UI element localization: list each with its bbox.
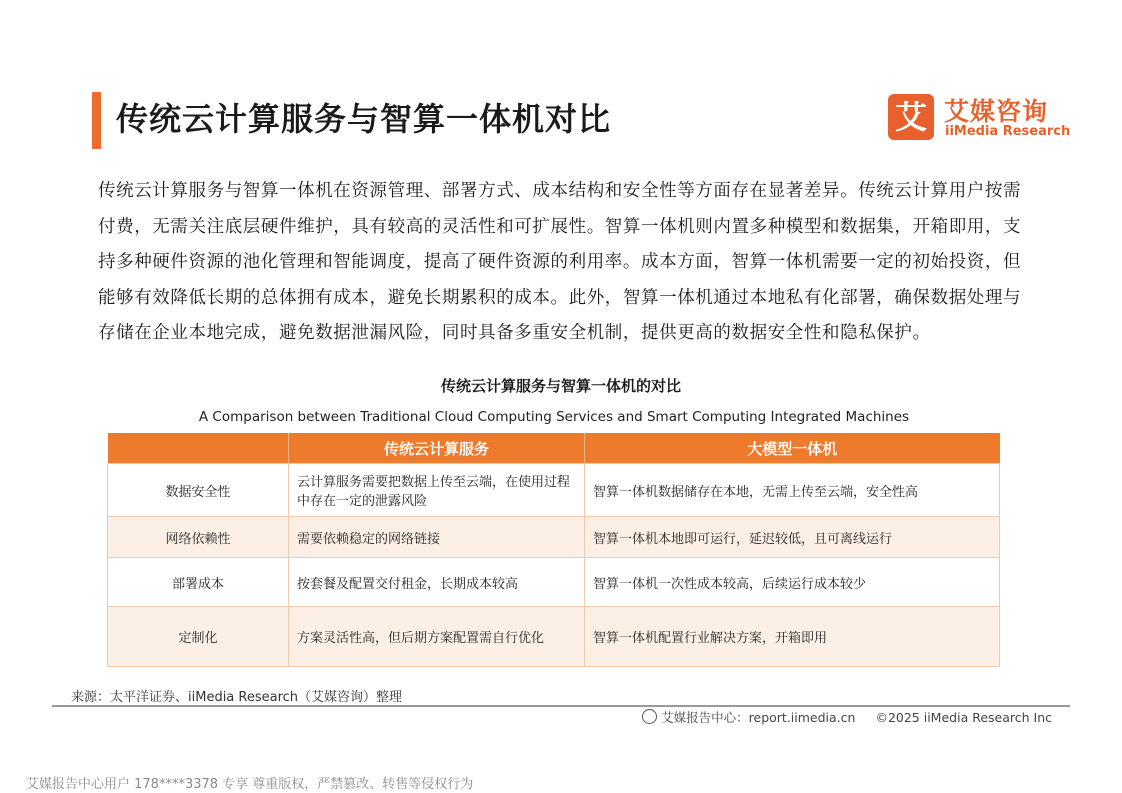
logo-name-cn: 艾媒咨询 — [944, 97, 1049, 126]
aspect-cell: 定制化 — [108, 607, 289, 667]
table-title-cn: 传统云计算服务与智算一体机的对比 — [440, 377, 681, 395]
table-row — [108, 558, 1000, 607]
header-cell-cloud: 传统云计算服务 — [289, 433, 585, 464]
aspect-cell: 网络依赖性 — [108, 517, 289, 558]
machine-cell: 智算一体机一次性成本较高，后续运行成本较少 — [585, 558, 1000, 607]
cloud-cell: 需要依赖稳定的网络链接 — [289, 517, 585, 558]
user-watermark: 艾媒报告中心用户 178****3378 专享 尊重版权，严禁篡改、转售等侵权行为 — [26, 777, 474, 792]
machine-cell: 智算一体机本地即可运行，延迟较低，且可离线运行 — [585, 517, 1000, 558]
footer-info — [642, 708, 1052, 726]
table-row — [108, 607, 1000, 667]
table-title-en: A Comparison between Traditional Cloud Computing Services and Smart Computing Integrated Machines — [198, 409, 910, 425]
cloud-cell: 按套餐及配置交付租金，长期成本较高 — [289, 558, 585, 607]
logo-name-en: iiMedia Research — [945, 124, 1071, 139]
machine-cell: 智算一体机配置行业解决方案，开箱即用 — [585, 607, 1000, 667]
globe-icon — [642, 709, 657, 724]
cloud-cell: 云计算服务需要把数据上传至云端，在使用过程中存在一定的泄露风险 — [289, 464, 585, 517]
aspect-cell: 部署成本 — [108, 558, 289, 607]
footer-site: 艾媒报告中心：report.iimedia.cn — [661, 710, 856, 725]
footer-copyright: ©2025 iiMedia Research Inc — [875, 710, 1052, 725]
iimedia-logo — [888, 94, 1071, 144]
logo-mark-icon: 艾 — [888, 94, 934, 140]
table-header-row — [108, 433, 1000, 464]
header-cell-machine: 大模型一体机 — [585, 433, 1000, 464]
table-row — [108, 517, 1000, 558]
footer-divider — [52, 705, 1070, 707]
source-note: 来源：太平洋证券、iiMedia Research（艾媒咨询）整理 — [71, 690, 403, 705]
machine-cell: 智算一体机数据储存在本地，无需上传至云端，安全性高 — [585, 464, 1000, 517]
body-paragraph: 传统云计算服务与智算一体机在资源管理、部署方式、成本结构和安全性等方面存在显著差异。传统云计算用户按需付费，无需关注底层硬件维护，具有较高的灵活性和可扩展性。智算一体机则内置多种模型和数据集，开箱即用，支持多种硬件资源的池化管理和智能调度，提高了硬件资源的利用率。成本方面，智算一体机需要一定的初始投资，但能够有效降低长期的总体拥有成本，避免长期累积的成本。此外，智算一体机通过本地私有化部署，确保数据处理与存储在企业本地完成，避免数据泄漏风险，同时具备多重安全机制，提供更高的数据安全性和隐私保护。 — [98, 181, 1022, 343]
comparison-table — [107, 433, 1000, 667]
table-row — [108, 464, 1000, 517]
cloud-cell: 方案灵活性高，但后期方案配置需自行优化 — [289, 607, 585, 667]
title-accent-bar — [92, 92, 101, 149]
header-cell-aspect — [108, 433, 289, 464]
aspect-cell: 数据安全性 — [108, 464, 289, 517]
page-title: 传统云计算服务与智算一体机对比 — [116, 100, 612, 138]
